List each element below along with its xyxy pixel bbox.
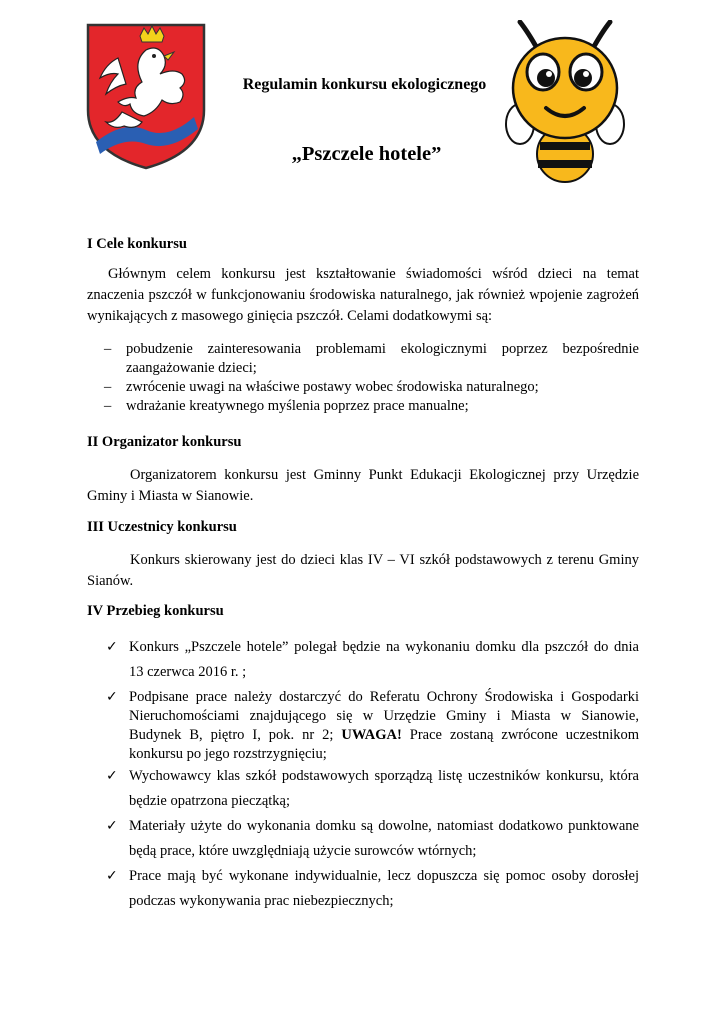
list-item-text: zwrócenie uwagi na właściwe postawy wobec środowiska naturalnego; xyxy=(126,379,539,395)
list-item-text: będą prace, które uwzględniają użycie surowców wtórnych; xyxy=(129,843,477,859)
list-item-text: Konkurs „Pszczele hotele” polegał będzie na wykonaniu domku dla pszczół do dnia xyxy=(129,639,639,655)
list-item xyxy=(104,397,639,416)
section-uczestnicy-paragraph xyxy=(87,550,639,592)
checkmark-icon: ✓ xyxy=(106,768,118,784)
section-heading-cele: I Cele konkursu xyxy=(87,236,187,252)
list-item-text: Materiały użyte do wykonania domku są dowolne, natomiast dodatkowo punktowane xyxy=(129,818,639,834)
paragraph-line: Organizatorem konkursu jest Gminny Punkt Edukacji Ekologicznej przy Urzędzie xyxy=(130,467,639,483)
section-heading-uczestnicy: III Uczestnicy konkursu xyxy=(87,519,237,535)
list-item-text: 13 czerwca 2016 r. ; xyxy=(129,664,247,680)
section-organizator-paragraph xyxy=(87,465,639,507)
list-item xyxy=(106,814,639,864)
paragraph-line: Głównym celem konkursu jest kształtowanie świadomości wśród dzieci na temat xyxy=(108,266,639,282)
list-item xyxy=(106,864,639,914)
paragraph-line: wynikających z masowego ginięcia pszczół. Celami dodatkowymi są: xyxy=(87,308,493,324)
paragraph-line: Gminy i Miasta w Sianowie. xyxy=(87,488,254,504)
list-item-text: będzie opatrzona pieczątką; xyxy=(129,793,291,809)
checkmark-icon: ✓ xyxy=(106,639,118,655)
list-item xyxy=(104,340,639,378)
paragraph-line: znaczenia pszczół w funkcjonowaniu środowiska naturalnego, jak również wpojenie zagrożeń xyxy=(87,287,639,303)
paragraph-line: Sianów. xyxy=(87,573,134,589)
list-item-text: wdrażanie kreatywnego myślenia poprzez prace manualne; xyxy=(126,398,469,414)
checkmark-icon: ✓ xyxy=(106,818,118,834)
list-item xyxy=(106,688,639,764)
section-cele-paragraph xyxy=(87,264,639,327)
checkmark-icon: ✓ xyxy=(106,689,118,705)
list-item-text: Wychowawcy klas szkół podstawowych sporządzą listę uczestników konkursu, która xyxy=(129,768,639,784)
paragraph-line: Konkurs skierowany jest do dzieci klas IV – VI szkół podstawowych z terenu Gminy xyxy=(130,552,639,568)
section-heading-przebieg: IV Przebieg konkursu xyxy=(87,603,224,619)
list-item-text: podczas wykonywania prac niebezpiecznych; xyxy=(129,893,394,909)
section-heading-organizator: II Organizator konkursu xyxy=(87,434,242,450)
list-item xyxy=(104,378,639,397)
list-item-text: pobudzenie zainteresowania problemami ekologicznymi poprzez bezpośrednie xyxy=(126,341,639,357)
dash-bullet: – xyxy=(104,379,112,395)
list-item-text: zaangażowanie dzieci; xyxy=(126,360,257,376)
list-item-text: Budynek B, piętro I, pok. nr 2; UWAGA! Prace zostaną zwrócone uczestnikom xyxy=(129,727,639,743)
list-item-text: Podpisane prace należy dostarczyć do Referatu Ochrony Środowiska i Gospodarki xyxy=(129,689,639,705)
list-item xyxy=(106,764,639,814)
list-item-text: Nieruchomościami znajdującego się w Urzędzie Gminy i Miasta w Sianowie, xyxy=(129,708,639,724)
dash-bullet: – xyxy=(104,398,112,414)
list-item xyxy=(106,635,639,685)
dash-bullet: – xyxy=(104,341,112,357)
document-title: Regulamin konkursu ekologicznego xyxy=(242,76,487,93)
list-item-text: Prace mają być wykonane indywidualnie, lecz dopuszcza się pomoc osoby dorosłej xyxy=(129,868,639,884)
checkmark-icon: ✓ xyxy=(106,868,118,884)
document-subtitle: „Pszczele hotele” xyxy=(291,143,442,165)
warning-label: UWAGA! xyxy=(341,727,402,743)
list-item-text: konkursu po jego rozstrzygnięciu; xyxy=(129,746,327,762)
